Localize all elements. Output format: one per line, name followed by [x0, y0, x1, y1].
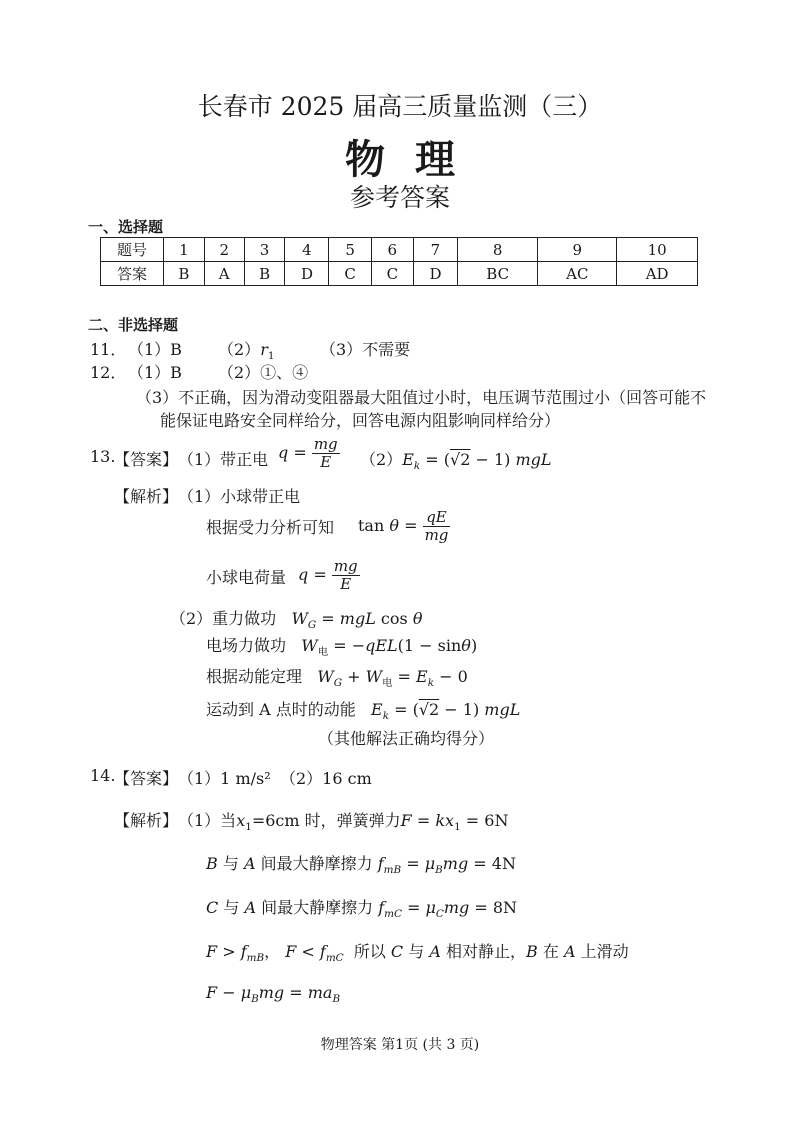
q13-step-4: （2）重力做功 $W_G$ = mgL cos θ [170, 609, 423, 632]
q11-number: 11． [90, 340, 127, 359]
table-cell: 2 [204, 238, 244, 262]
q13-step-2: 根据受力分析可知 [206, 518, 335, 537]
q13-charge-formula: q = $\frac{mg}{E}$ [278, 435, 338, 471]
q12-answer-3-line2: 能保证电路安全同样给分，回答电源内阻影响同样给分） [160, 411, 561, 430]
q14-step-5: $F - \mu_Bmg = ma_B$ [206, 983, 341, 1006]
q13-answer-label: 【答案】 [114, 450, 179, 469]
q14-answer-label: 【答案】 [114, 769, 179, 788]
q14-step-4: $F > f_{mB}$， $F < f_{mC}$ 所以 C 与 A 相对静止，B 在 A 上滑动 [206, 942, 629, 965]
q13-number: 13. [90, 447, 116, 466]
q13-note: （其他解法正确均得分） [318, 729, 495, 748]
table-cell: BC [457, 262, 537, 286]
q11-answer-2: $(2)r_1$ [218, 340, 275, 363]
row-label-answer: 答案 [101, 262, 164, 286]
q14-step-2: B 与 A 间最大静摩擦力 $f_{mB} = \mu_Bmg = 4N$ [206, 854, 516, 877]
q12-answer-3-line1: （3）不正确，因为滑动变阻器最大阻值过小时，电压调节范围过小（回答可能不 [136, 388, 707, 407]
q13-step-1: （1）小球带正电 [178, 487, 301, 506]
section-heading-choice: 一、选择题 [88, 218, 164, 236]
table-cell: AD [617, 262, 698, 286]
table-cell: 3 [244, 238, 285, 262]
q13-step-6: 根据动能定理 $W_G + W_电 = E_k - 0$ [206, 667, 468, 690]
q13-answer-1: （1）带正电 [178, 450, 269, 469]
table-cell: 5 [329, 238, 371, 262]
q13-step-5: 电场力做功 $W_电 = -qEL(1 - \sin\theta)$ [206, 636, 478, 659]
q13-analysis-label: 【解析】 [114, 487, 179, 506]
table-cell: 10 [617, 238, 698, 262]
table-cell: A [204, 262, 244, 286]
document-subtitle: 参考答案 [349, 183, 450, 212]
table-cell: B [244, 262, 285, 286]
q14-answer-2: （2）16 cm [280, 769, 372, 788]
q13-answer-2: $(2)E_k = (√2 - 1)$ mgL [360, 450, 552, 473]
page-footer: 物理答案 第1页 (共 3 页) [320, 1037, 480, 1053]
q14-step-1: （1）当$x_1=6cm$ 时，弹簧弹力$F = kx_1 = 6N$ [178, 811, 509, 834]
subject-heading: 物理 [345, 136, 485, 183]
q14-answer-1: （1）1 m/s² [178, 769, 271, 788]
answer-table [100, 237, 698, 286]
q12-answer-2: （2）①、④ [218, 363, 309, 382]
q11-answer-1: （1）B [128, 340, 182, 359]
q13-step-3: 小球电荷量 [206, 568, 287, 587]
row-label-question: 题号 [101, 238, 164, 262]
table-cell: 7 [413, 238, 457, 262]
q11-answer-3: （3）不需要 [320, 340, 411, 359]
table-cell: C [329, 262, 371, 286]
table-cell: B [164, 262, 205, 286]
table-cell: 4 [285, 238, 329, 262]
q12-answer-1: （1）B [128, 363, 182, 382]
table-cell: C [371, 262, 413, 286]
q14-step-3: C 与 A 间最大静摩擦力 $f_{mC} = \mu_Cmg = 8N$ [206, 898, 518, 921]
table-cell: 1 [164, 238, 205, 262]
table-cell: 9 [538, 238, 617, 262]
table-row-questions [101, 238, 698, 262]
table-cell: AC [538, 262, 617, 286]
q14-analysis-label: 【解析】 [114, 811, 179, 830]
table-cell: D [413, 262, 457, 286]
section-heading-nonchoice: 二、非选择题 [88, 316, 179, 334]
q12-number: 12． [90, 363, 127, 382]
q13-step-7: 运动到 A 点时的动能 $E_k = (√2 - 1)$ mgL [206, 700, 521, 723]
document-title: 长春市 2025 届高三质量监测（三） [197, 92, 603, 121]
q13-charge-formula-2: q = $\frac{mg}{E}$ [298, 557, 358, 593]
table-cell: 8 [457, 238, 537, 262]
table-row-answers [101, 262, 698, 286]
q14-number: 14. [90, 766, 116, 785]
table-cell: D [285, 262, 329, 286]
table-cell: 6 [371, 238, 413, 262]
q13-tan-formula: tan θ = $\frac{qE}{mg}$ [358, 508, 449, 544]
